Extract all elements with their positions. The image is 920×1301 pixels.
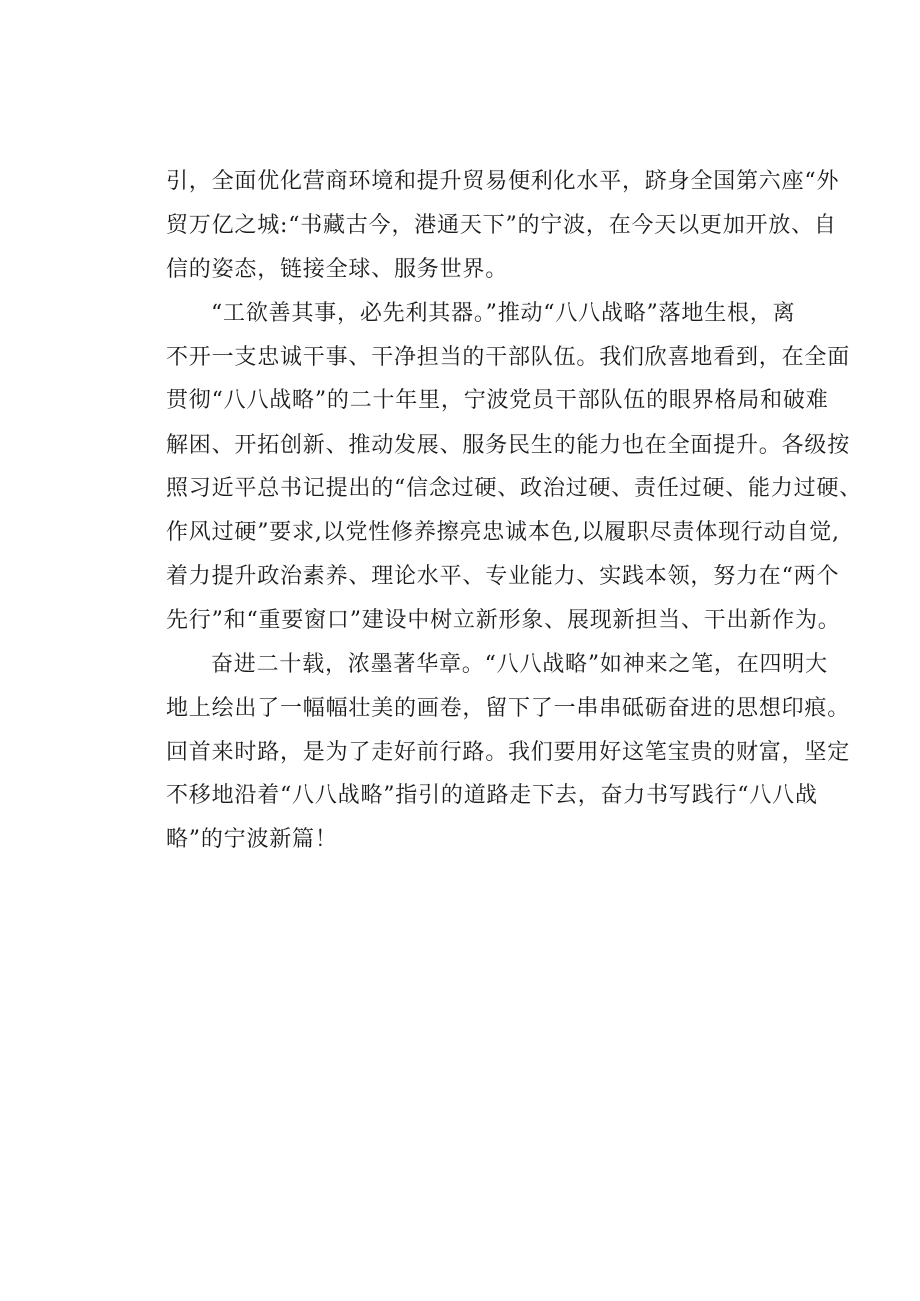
text-line: 不开一支忠诚干事、干净担当的干部队伍。我们欣喜地看到，在全面 (166, 345, 851, 370)
text-line: 奋进二十载，浓墨著华章。“八八战略”如神来之笔，在四明大 (211, 652, 828, 677)
text-line: 回首来时路，是为了走好前行路。我们要用好这笔宝贵的财富，坚定 (166, 740, 851, 765)
text-line: 引，全面优化营商环境和提升贸易便利化水平，跻身全国第六座“外 (166, 169, 840, 194)
text-line: 略”的宁波新篇！ (166, 827, 338, 852)
text-line: 贸万亿之城:“书藏古今，港通天下”的宁波，在今天以更加开放、自 (166, 213, 837, 238)
text-line: 不移地沿着“八八战略”指引的道路走下去，奋力书写践行“八八战 (166, 783, 818, 808)
text-line: 地上绘出了一幅幅壮美的画卷，留下了一串串砥砺奋进的思想印痕。 (166, 696, 851, 721)
text-line: 作风过硬”要求,以党性修养擦亮忠诚本色,以履职尽责体现行动自觉, (166, 520, 840, 545)
text-line: 贯彻“八八战略”的二十年里，宁波党员干部队伍的眼界格局和破难 (166, 388, 829, 413)
text-line: 解困、开拓创新、推动发展、服务民生的能力也在全面提升。各级按 (166, 433, 851, 458)
text-line: 着力提升政治素养、理论水平、专业能力、实践本领，努力在“两个 (166, 564, 840, 589)
text-line: “工欲善其事，必先利其器。”推动“八八战略”落地生根，离 (211, 301, 796, 326)
text-line: 信的姿态，链接全球、服务世界。 (166, 257, 509, 282)
text-line: 先行”和“重要窗口”建设中树立新形象、展现新担当、干出新作为。 (166, 608, 841, 633)
text-line: 照习近平总书记提出的“信念过硬、政治过硬、责任过硬、能力过硬、 (166, 476, 863, 501)
